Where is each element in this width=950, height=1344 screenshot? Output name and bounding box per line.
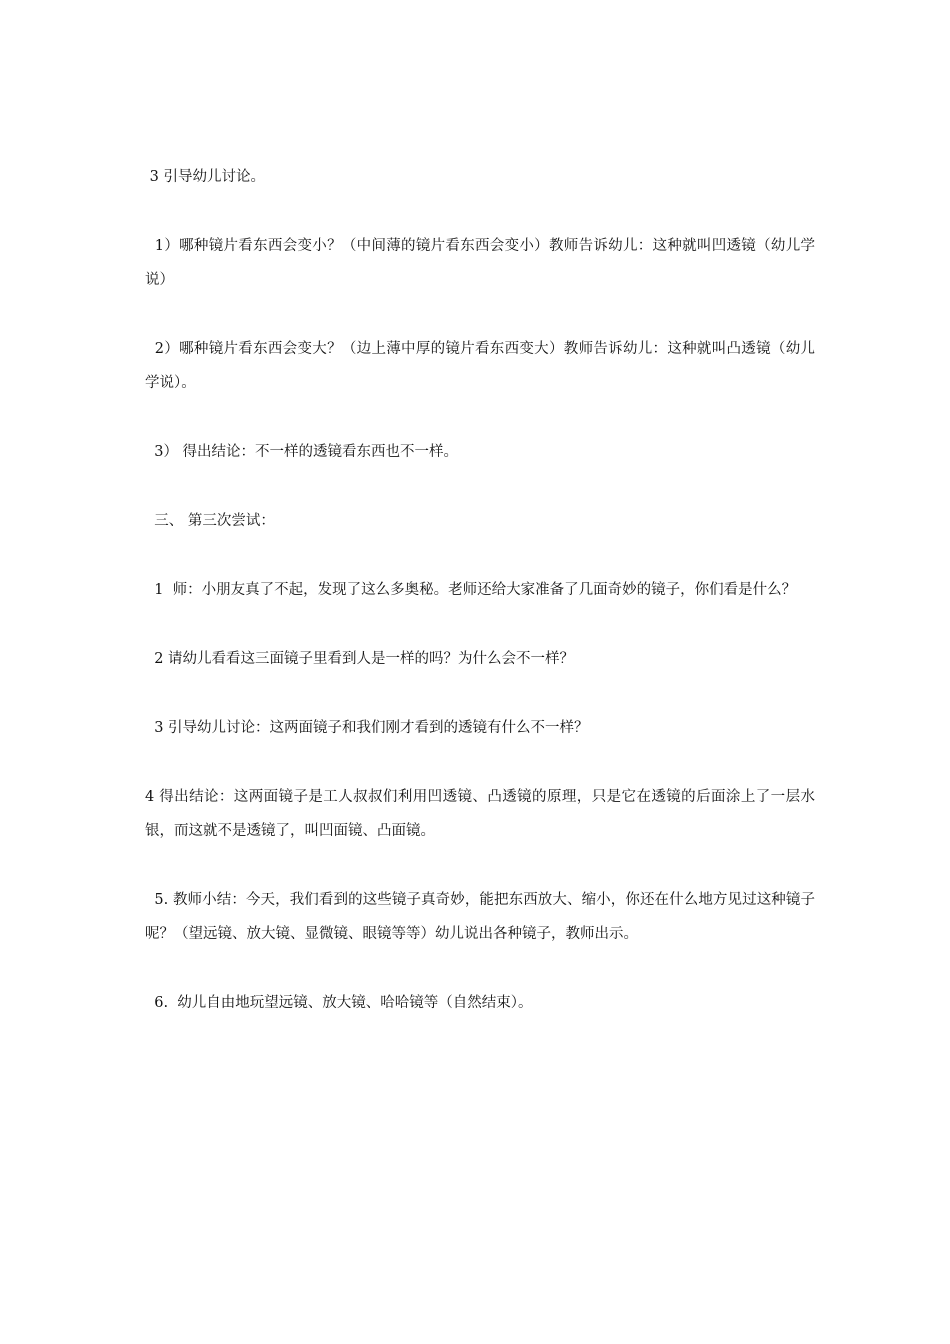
document-body <box>145 160 815 1055</box>
paragraph-teacher-mirrors: 1 师：小朋友真了不起，发现了这么多奥秘。老师还给大家准备了几面奇妙的镜子，你们看是什么？ <box>145 582 797 598</box>
paragraph-free-play: 6. 幼儿自由地玩望远镜、放大镜、哈哈镜等（自然结束）。 <box>145 995 533 1011</box>
paragraph-conclusion-lens: 3） 得出结论：不一样的透镜看东西也不一样。 <box>145 444 459 460</box>
paragraph-three-mirrors: 2 请幼儿看看这三面镜子里看到人是一样的吗？为什么会不一样？ <box>145 651 575 667</box>
paragraph-teacher-summary: 5. 教师小结：今天，我们看到的这些镜子真奇妙，能把东西放大、缩小，你还在什么地方见过这种镜子呢？（望远镜、放大镜、显微镜、眼镜等等）幼儿说出各种镜子，教师出示。 <box>145 892 815 942</box>
paragraph-convex-lens: 2）哪种镜片看东西会变大？（边上薄中厚的镜片看东西变大）教师告诉幼儿：这种就叫凸透镜（幼儿学说）。 <box>145 341 815 391</box>
paragraph-discussion-mirrors: 3 引导幼儿讨论：这两面镜子和我们刚才看到的透镜有什么不一样？ <box>145 720 589 736</box>
section-heading-third-attempt: 三、 第三次尝试： <box>145 513 275 529</box>
paragraph-conclusion-mirrors: 4 得出结论：这两面镜子是工人叔叔们利用凹透镜、凸透镜的原理，只是它在透镜的后面涂上了一层水银，而这就不是透镜了，叫凹面镜、凸面镜。 <box>145 789 815 839</box>
paragraph-concave-lens: 1）哪种镜片看东西会变小？（中间薄的镜片看东西会变小）教师告诉幼儿：这种就叫凹透镜（幼儿学说） <box>145 238 815 288</box>
paragraph-step-3-discussion: 3 引导幼儿讨论。 <box>145 169 265 185</box>
